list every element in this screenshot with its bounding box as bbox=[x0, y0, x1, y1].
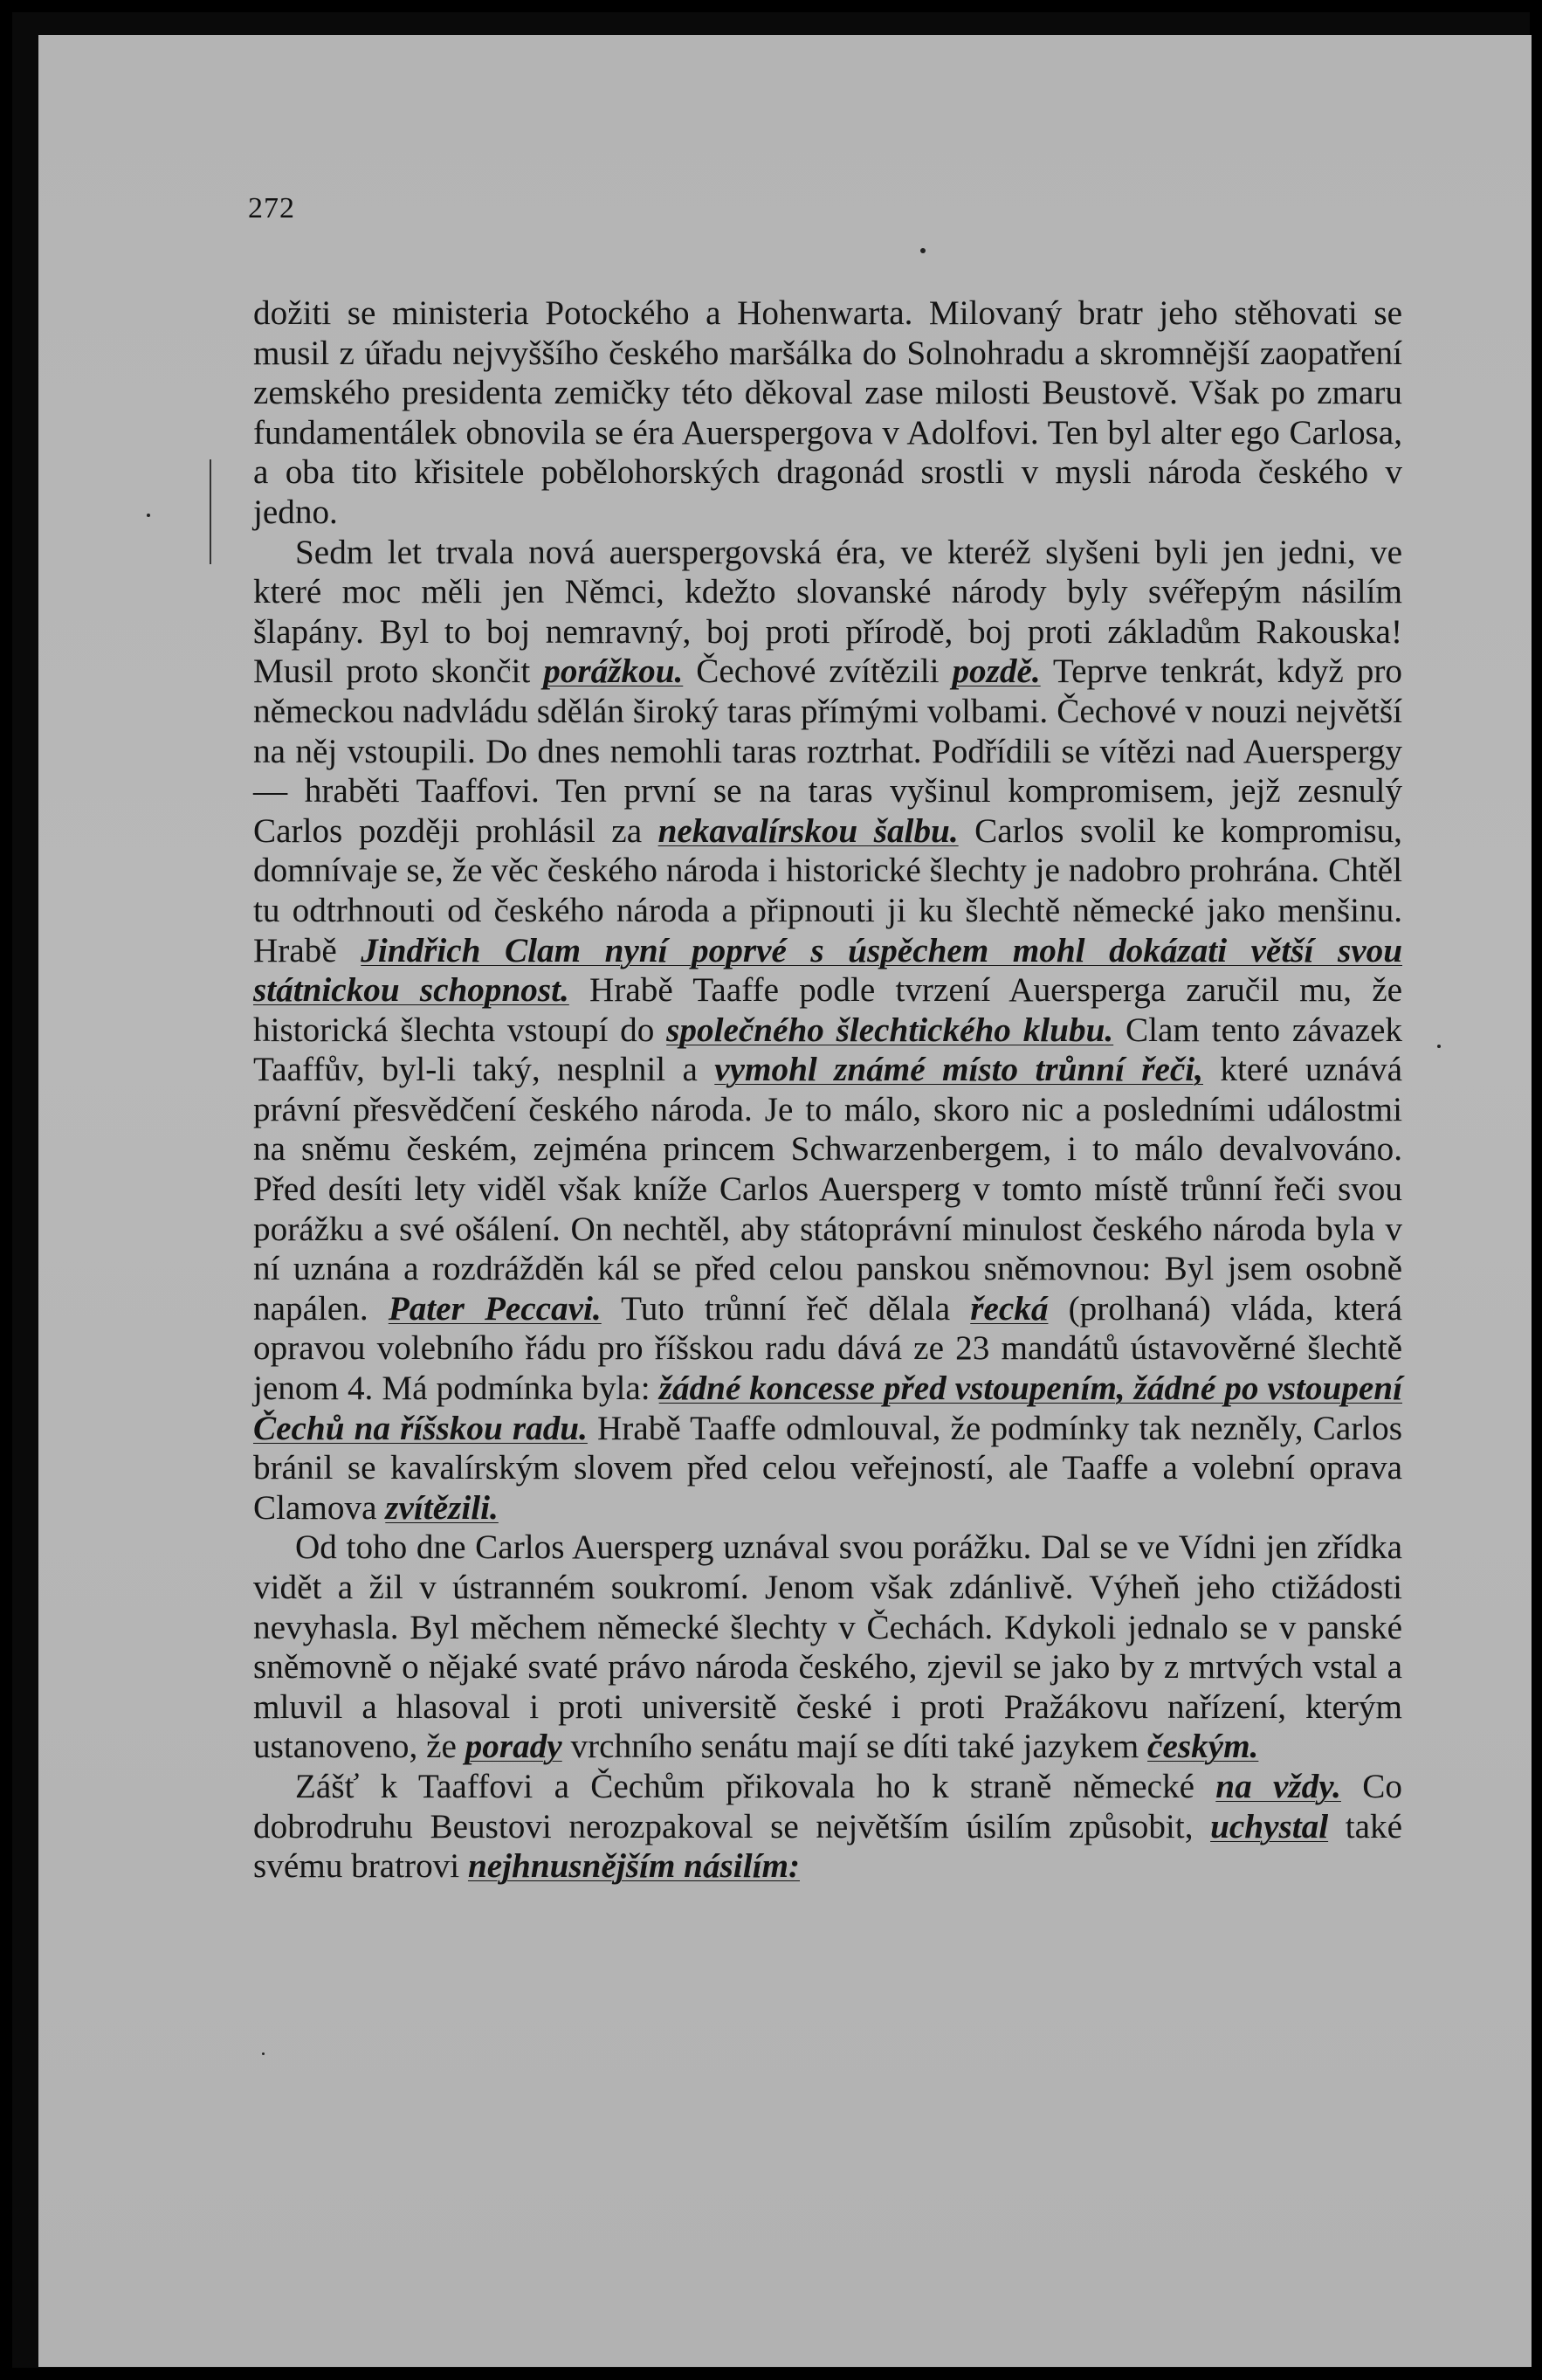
emphasized-text: uchystal bbox=[1210, 1807, 1329, 1845]
paragraph bbox=[253, 1767, 1402, 1887]
emphasized-text: řecká bbox=[970, 1289, 1049, 1328]
text-run: které uznává právní přesvědčení českého národa. Je to málo, skoro nic a posledními událostmi na sněmu českém, zejména princem Schwarzenbergem, i to málo devalvováno. Před desíti lety viděl však kníže Carlos Auersperg v tomto místě trůnní řeči svou porážku a své ošálení. On nechtěl, aby státoprávní minulost českého národa byla v ní uznána a rozdrážděn kál se před celou panskou sněmovnou: Byl jsem osobně napálen. bbox=[253, 1051, 1402, 1328]
scan-border bbox=[12, 12, 1530, 2368]
paragraph bbox=[253, 533, 1402, 1528]
text-run: Čechové zvítězili bbox=[683, 652, 953, 691]
text-run: Carlos svolil ke kompromisu, domnívaje se, že věc českého národa i historické šlechty je nadobro prohrána. Chtěl tu odtrhnouti od českého národa a připnouti ji ku šlechtě německé jako menšinu. Hrabě bbox=[253, 811, 1402, 969]
scan-speck bbox=[1437, 1045, 1441, 1048]
text-run: Hrabě Taaffe podle tvrzení Auersperga zaručil mu, že historická šlechta vstoupí do bbox=[253, 971, 1403, 1049]
emphasized-text: českým. bbox=[1147, 1728, 1259, 1766]
text-run: Od toho dne Carlos Auersperg uznával svou porážku. Dal se ve Vídni jen zřídka vidět a žil v ústranném soukromí. Jenom však zdánlivě. Výheň jeho ctižádosti nevyhasla. Byl měchem německé šlechty v Čechách. Kdykoli jednalo se v panské sněmovně o nějaké svaté právo národa českého, zjevil se jako by z mrtvých vstal a mluvil a hlasoval i proti universitě české i proti Pražákovu nařízení, kterým ustanoveno, že bbox=[253, 1528, 1402, 1766]
text-run: vrchního senátu mají se díti také jazykem bbox=[561, 1728, 1148, 1766]
paragraph bbox=[253, 293, 1402, 533]
text-run: Co dobrodruhu Beustovi nerozpakoval se největším úsilím způsobit, bbox=[253, 1767, 1402, 1845]
text-run: také svému bratrovi bbox=[253, 1807, 1402, 1886]
emphasized-text: zvítězili. bbox=[385, 1488, 499, 1527]
text-run: Zášť k Taaffovi a Čechům přikovala ho k straně německé bbox=[295, 1767, 1216, 1805]
text-run: Sedm let trvala nová auerspergovská éra, ve kteréž slyšeni byli jen jedni, ve které moc měli jen Němci, kdežto slovanské národy byly svéřepým násilím šlapány. Byl to boj nemravný, boj proti přírodě, boj proti základům Rakouska! Musil proto skončit bbox=[253, 533, 1402, 691]
emphasized-text: Pater Peccavi. bbox=[388, 1289, 602, 1328]
emphasized-text: nejhnusnějším násilím: bbox=[467, 1847, 800, 1886]
emphasized-text: žádné koncesse před vstoupením, žádné po vstoupení Čechů na říšskou radu. bbox=[253, 1369, 1402, 1447]
emphasized-text: nekavalírskou šalbu. bbox=[657, 811, 959, 850]
text-run: Teprve tenkrát, když pro německou nadvládu sdělán široký taras přímými volbami. Čechové v nouzi největší na něj vstoupili. Do dnes nemohli taras roztrhat. Podřídili se vítězi nad Auerspergy — hraběti Taaffovi. Ten první se na taras vyšinul kompromisem, jejž zesnulý Carlos později prohlásil za bbox=[253, 652, 1402, 850]
paragraph bbox=[253, 1528, 1402, 1767]
scan-speck bbox=[262, 2052, 265, 2055]
text-run: Tuto trůnní řeč dělala bbox=[601, 1289, 971, 1328]
text-run: (prolhaná) vláda, která opravou volebního řádu pro říšskou radu dává ze 23 mandátů ústavověrné šlechtě jenom 4. Má podmínka byla: bbox=[253, 1289, 1402, 1408]
body-text bbox=[253, 293, 1402, 1887]
page-number: 272 bbox=[248, 192, 295, 224]
margin-pencil-mark bbox=[210, 459, 211, 564]
scan-speck bbox=[147, 514, 150, 517]
text-run: Clam tento závazek Taaffův, byl-li taký, nesplnil a bbox=[253, 1011, 1402, 1089]
emphasized-text: vymohl známé místo trůnní řeči, bbox=[714, 1051, 1203, 1089]
emphasized-text: porady bbox=[465, 1728, 562, 1766]
text-run: Hrabě Taaffe odmlouval, že podmínky tak nezněly, Carlos bránil se kavalírským slovem před celou veřejností, ale Taaffe a volební oprava Clamova bbox=[253, 1409, 1402, 1527]
book-page bbox=[38, 35, 1532, 2367]
scan-speck bbox=[920, 248, 926, 253]
emphasized-text: pozdě. bbox=[952, 652, 1041, 691]
emphasized-text: na vždy. bbox=[1215, 1767, 1341, 1805]
text-run: dožiti se ministeria Potockého a Hohenwarta. Milovaný bratr jeho stěhovati se musil z úřadu nejvyššího českého maršálka do Solnohradu a skromnější zaopatření zemského presidenta zemičky této děkoval zase milosti Beustově. Však po zmaru fundamentálek obnovila se éra Auerspergova v Adolfovi. Ten byl alter ego Carlosa, a oba tito křisitele pobělohorských dragonád srostli v mysli národa českého v jedno. bbox=[253, 294, 1402, 531]
emphasized-text: společného šlechtického klubu. bbox=[666, 1011, 1114, 1049]
emphasized-text: porážkou. bbox=[543, 652, 684, 691]
emphasized-text: Jindřich Clam nyní poprvé s úspěchem mohl dokázati větší svou státnickou schopnost. bbox=[253, 931, 1402, 1010]
